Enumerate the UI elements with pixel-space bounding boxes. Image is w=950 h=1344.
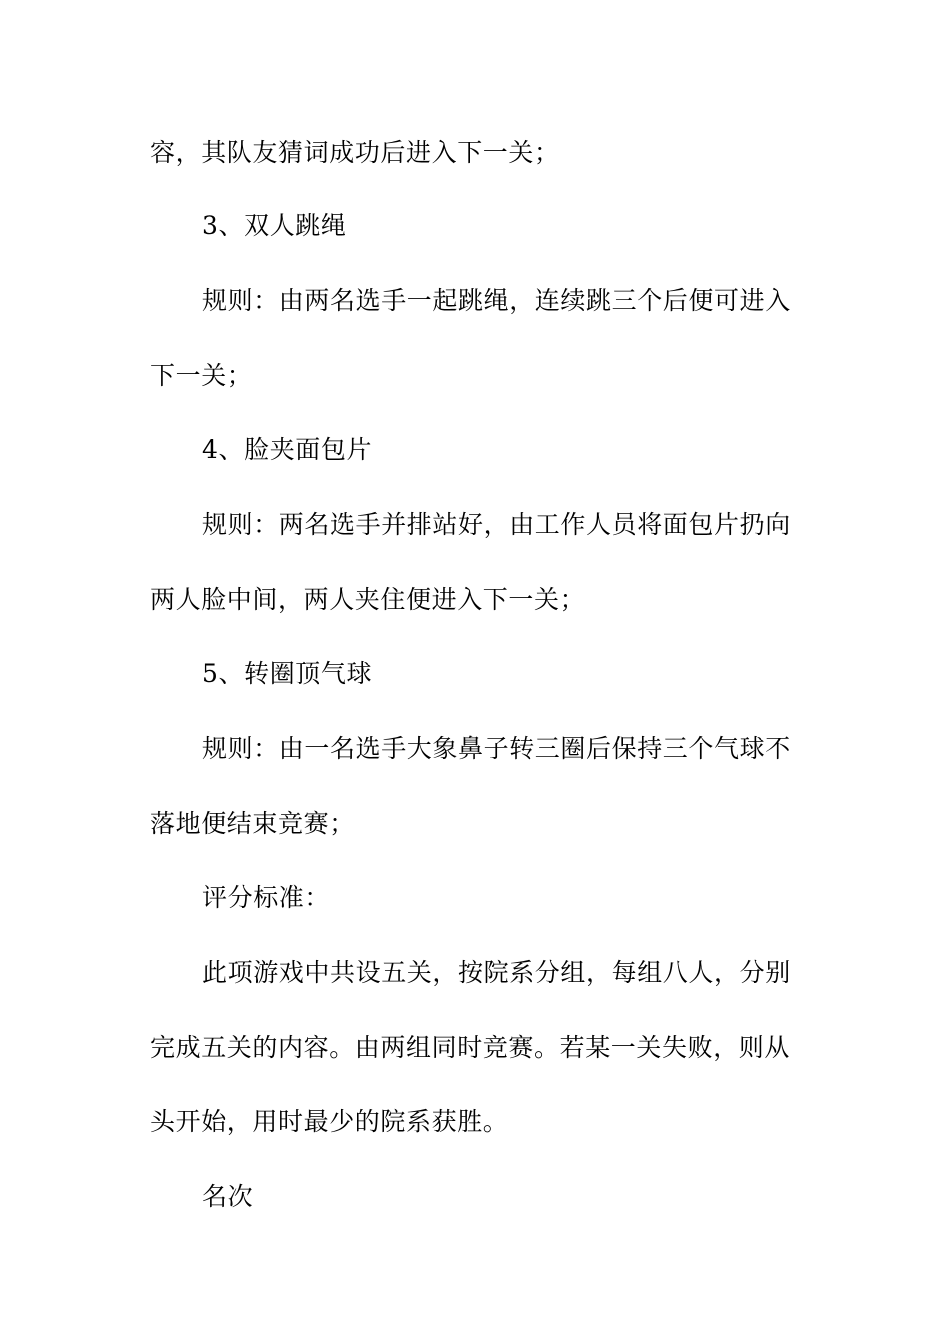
section-heading-ranking: 名次 (202, 1182, 254, 1211)
section-heading-balloon: 5、转圈顶气球 (202, 659, 373, 688)
rule-paragraph-balloon-cont: 落地便结束竞赛； (150, 809, 355, 838)
scoring-paragraph-line-1: 此项游戏中共设五关，按院系分组，每组八人，分别 (202, 958, 791, 987)
scoring-paragraph-line-3: 头开始，用时最少的院系获胜。 (150, 1107, 509, 1136)
scoring-paragraph-line-2: 完成五关的内容。由两组同时竞赛。若某一关失败，则从 (150, 1033, 791, 1062)
rule-paragraph-balloon: 规则：由一名选手大象鼻子转三圈后保持三个气球不 (202, 734, 791, 763)
section-heading-bread-slice: 4、脸夹面包片 (202, 435, 373, 464)
section-heading-double-jump-rope: 3、双人跳绳 (202, 211, 347, 240)
rule-paragraph-bread-slice: 规则：两名选手并排站好，由工作人员将面包片扔向 (202, 510, 791, 539)
text-line-continuation: 容，其队友猜词成功后进入下一关； (150, 138, 560, 167)
section-heading-scoring: 评分标准： (202, 883, 331, 912)
rule-paragraph-bread-slice-cont: 两人脸中间，两人夹住便进入下一关； (150, 585, 586, 614)
rule-paragraph-jump-rope: 规则：由两名选手一起跳绳，连续跳三个后便可进入 (202, 286, 791, 315)
rule-paragraph-jump-rope-cont: 下一关； (150, 361, 253, 390)
